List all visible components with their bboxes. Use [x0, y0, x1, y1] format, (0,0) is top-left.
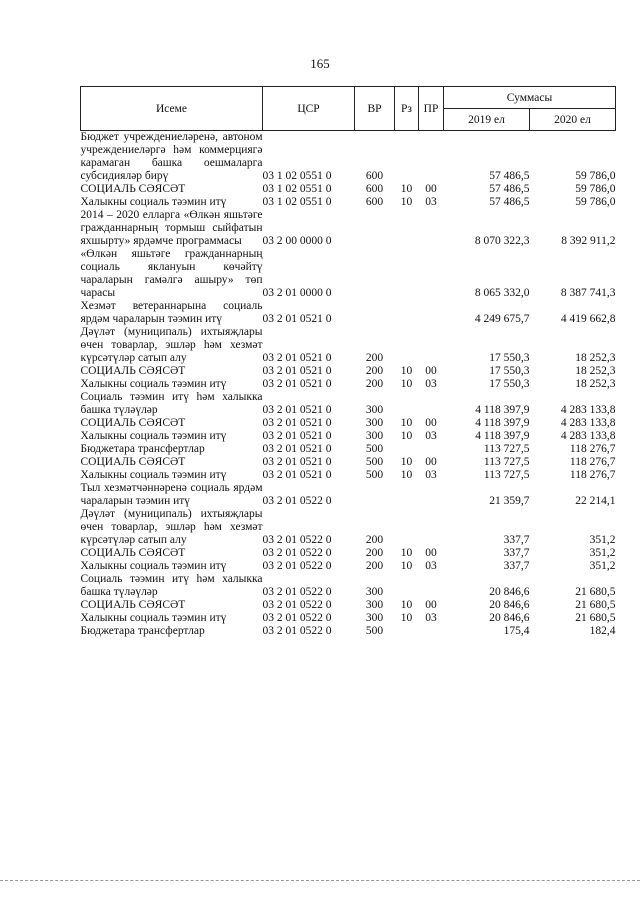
page-number: 165	[310, 56, 330, 71]
row-sum-2019-cell: 4 249 675,7	[474, 313, 530, 325]
row-name-cell: СОЦИАЛЬ СӘЯСӘТ	[80, 547, 186, 559]
row-csr-cell: 03 2 01 0522 0	[262, 599, 332, 611]
row-name-cell: СОЦИАЛЬ СӘЯСӘТ	[80, 183, 186, 195]
row-sum-2020-cell: 4 283 133,8	[560, 430, 616, 442]
row-pr-cell: 00	[425, 365, 437, 377]
row-sum-2020-cell: 18 252,3	[575, 365, 616, 377]
row-vr-cell: 300	[365, 612, 384, 624]
row-rz-cell	[395, 209, 419, 248]
row-sum-2019-cell: 21 359,7	[489, 495, 530, 507]
row-csr-cell: 03 2 01 0522 0	[262, 534, 332, 546]
row-sum-2019-cell: 57 486,5	[489, 196, 530, 208]
row-vr-cell: 500	[365, 625, 384, 637]
row-vr-cell: 500	[365, 443, 384, 455]
table-row	[81, 469, 616, 482]
row-sum-2019-cell: 8 070 322,3	[474, 235, 530, 247]
row-vr-cell: 200	[365, 547, 384, 559]
row-vr-cell: 500	[365, 456, 384, 468]
row-pr-cell	[419, 625, 444, 638]
row-rz-cell	[395, 248, 419, 300]
row-rz-cell	[395, 508, 419, 547]
row-name-cell: СОЦИАЛЬ СӘЯСӘТ	[80, 365, 186, 377]
row-sum-2020-cell: 59 786,0	[575, 170, 616, 182]
row-csr-cell: 03 2 01 0522 0	[262, 586, 332, 598]
header-2019: 2019 ел	[444, 109, 530, 131]
row-pr-cell	[419, 508, 444, 547]
table-row	[81, 326, 616, 365]
row-name-cell: Халыкны социаль тәэмин итү	[80, 612, 227, 624]
row-vr-cell: 600	[365, 196, 384, 208]
row-csr-cell: 03 2 01 0522 0	[262, 495, 332, 507]
row-sum-2019-cell: 20 846,6	[489, 586, 530, 598]
row-sum-2019-cell: 175,4	[503, 625, 530, 637]
row-name-cell: Бюджет учреждениеләренә, автоном учреждениеләргә һәм коммерциягә карамаган башка оешмаларга субсидияләр бирү	[80, 131, 263, 182]
row-sum-2020-cell: 351,2	[589, 547, 616, 559]
row-pr-cell: 00	[425, 599, 437, 611]
row-csr-cell: 03 1 02 0551 0	[262, 170, 332, 182]
budget-table	[80, 86, 616, 638]
row-name-cell: «Өлкән яшьтәге гражданнарның социаль яклануын көчәйтү чараларын гамәлгә ашыру» төп чарасы	[80, 248, 263, 299]
table-row	[81, 300, 616, 326]
row-csr-cell: 03 2 01 0000 0	[262, 287, 332, 299]
table-row	[81, 573, 616, 599]
row-sum-2019-cell: 8 065 332,0	[474, 287, 530, 299]
row-sum-2020-cell: 182,4	[589, 625, 616, 637]
table-row	[81, 456, 616, 469]
row-pr-cell: 00	[425, 417, 437, 429]
row-pr-cell	[419, 573, 444, 599]
row-csr-cell: 03 2 00 0000 0	[262, 235, 332, 247]
row-sum-2019-cell: 113 727,5	[483, 469, 530, 481]
row-sum-2019-cell: 20 846,6	[489, 612, 530, 624]
row-csr-cell: 03 1 02 0551 0	[262, 183, 332, 195]
row-name-cell: Хезмәт ветераннарына социаль ярдәм чараларын тәэмин итү	[80, 300, 263, 325]
header-sums: Суммасы	[444, 87, 616, 109]
row-name-cell: Дәүләт (муниципаль) ихтыяҗлары өчен товарлар, эшләр һәм хезмәт күрсәтүләр сатып алу	[80, 508, 263, 546]
row-sum-2019-cell: 57 486,5	[489, 183, 530, 195]
row-csr-cell: 03 2 01 0522 0	[262, 612, 332, 624]
row-pr-cell: 03	[425, 196, 437, 208]
row-sum-2020-cell: 118 276,7	[569, 456, 616, 468]
row-sum-2019-cell: 57 486,5	[489, 170, 530, 182]
row-vr-cell: 300	[365, 586, 384, 598]
row-sum-2019-cell: 17 550,3	[489, 352, 530, 364]
row-rz-cell	[395, 482, 419, 508]
row-name-cell: Халыкны социаль тәэмин итү	[80, 196, 227, 208]
row-rz-cell	[395, 573, 419, 599]
row-pr-cell	[419, 209, 444, 248]
table-row	[81, 131, 616, 184]
row-csr-cell: 03 2 01 0522 0	[262, 547, 332, 559]
row-vr-cell	[355, 248, 395, 300]
row-name-cell: Социаль тәэмин итү һәм халыкка башка түләүләр	[80, 391, 263, 416]
row-name-cell: Халыкны социаль тәэмин итү	[80, 378, 227, 390]
row-rz-cell: 10	[400, 469, 413, 481]
row-csr-cell: 03 2 01 0521 0	[262, 417, 332, 429]
header-2020: 2020 ел	[530, 109, 616, 131]
row-pr-cell: 00	[425, 183, 437, 195]
table-row	[81, 560, 616, 573]
row-pr-cell: 00	[425, 456, 437, 468]
row-name-cell: Бюджетара трансфертлар	[80, 625, 205, 637]
table-row	[81, 196, 616, 209]
row-pr-cell: 00	[425, 547, 437, 559]
row-csr-cell: 03 2 01 0522 0	[262, 560, 332, 572]
row-csr-cell: 03 2 01 0521 0	[262, 469, 332, 481]
row-sum-2019-cell: 337,7	[503, 547, 530, 559]
row-rz-cell: 10	[400, 183, 413, 195]
row-sum-2019-cell: 4 118 397,9	[475, 430, 530, 442]
row-sum-2020-cell: 351,2	[589, 560, 616, 572]
row-vr-cell: 500	[365, 469, 384, 481]
table-row	[81, 391, 616, 417]
row-csr-cell: 03 2 01 0521 0	[262, 365, 332, 377]
row-csr-cell: 03 2 01 0521 0	[262, 404, 332, 416]
row-sum-2020-cell: 59 786,0	[575, 196, 616, 208]
row-name-cell: Халыкны социаль тәэмин итү	[80, 430, 227, 442]
row-pr-cell	[419, 482, 444, 508]
row-rz-cell	[395, 326, 419, 365]
row-sum-2019-cell: 4 118 397,9	[475, 404, 530, 416]
row-pr-cell	[419, 131, 444, 184]
table-row	[81, 248, 616, 300]
table-row	[81, 625, 616, 638]
row-pr-cell	[419, 248, 444, 300]
row-rz-cell	[395, 391, 419, 417]
row-rz-cell: 10	[400, 430, 413, 442]
row-sum-2020-cell: 4 419 662,8	[560, 313, 616, 325]
row-vr-cell	[355, 300, 395, 326]
row-rz-cell: 10	[400, 456, 413, 468]
row-vr-cell: 300	[365, 417, 384, 429]
row-sum-2020-cell: 4 283 133,8	[560, 404, 616, 416]
row-vr-cell: 300	[365, 430, 384, 442]
row-name-cell: Бюджетара трансфертлар	[80, 443, 205, 455]
row-name-cell: СОЦИАЛЬ СӘЯСӘТ	[80, 599, 186, 611]
row-rz-cell	[395, 625, 419, 638]
row-sum-2019-cell: 337,7	[503, 534, 530, 546]
row-vr-cell: 200	[365, 352, 384, 364]
row-pr-cell: 03	[425, 378, 437, 390]
row-vr-cell: 300	[365, 404, 384, 416]
row-sum-2019-cell: 17 550,3	[489, 365, 530, 377]
row-sum-2020-cell: 21 680,5	[575, 586, 616, 598]
row-sum-2020-cell: 118 276,7	[569, 443, 616, 455]
row-rz-cell: 10	[400, 417, 413, 429]
row-pr-cell: 03	[425, 469, 437, 481]
table-row	[81, 547, 616, 560]
header-csr: ЦСР	[263, 87, 355, 131]
table-row	[81, 378, 616, 391]
row-sum-2020-cell: 21 680,5	[575, 599, 616, 611]
row-rz-cell: 10	[400, 196, 413, 208]
row-sum-2019-cell: 20 846,6	[489, 599, 530, 611]
row-sum-2019-cell: 17 550,3	[489, 378, 530, 390]
row-vr-cell: 200	[365, 560, 384, 572]
row-csr-cell: 03 2 01 0521 0	[262, 352, 332, 364]
row-sum-2020-cell: 8 392 911,2	[561, 235, 616, 247]
row-vr-cell	[355, 209, 395, 248]
row-csr-cell: 03 2 01 0521 0	[262, 430, 332, 442]
row-rz-cell: 10	[400, 560, 413, 572]
row-vr-cell: 200	[365, 534, 384, 546]
header-rz: Рз	[395, 87, 419, 131]
row-vr-cell: 200	[365, 365, 384, 377]
row-pr-cell	[419, 326, 444, 365]
row-csr-cell: 03 1 02 0551 0	[262, 196, 332, 208]
row-sum-2019-cell: 113 727,5	[483, 456, 530, 468]
row-pr-cell	[419, 391, 444, 417]
row-sum-2020-cell: 351,2	[589, 534, 616, 546]
row-sum-2019-cell: 4 118 397,9	[475, 417, 530, 429]
table-row	[81, 443, 616, 456]
table-row	[81, 209, 616, 248]
row-name-cell: СОЦИАЛЬ СӘЯСӘТ	[80, 456, 186, 468]
row-pr-cell: 03	[425, 612, 437, 624]
table-row	[81, 508, 616, 547]
header-name: Исеме	[81, 87, 263, 131]
row-name-cell: Халыкны социаль тәэмин итү	[80, 469, 227, 481]
row-sum-2020-cell: 118 276,7	[569, 469, 616, 481]
row-vr-cell: 300	[365, 599, 384, 611]
row-csr-cell: 03 2 01 0521 0	[262, 456, 332, 468]
header-pr: ПР	[419, 87, 444, 131]
page-footer-rule	[0, 880, 640, 881]
table-body	[81, 131, 616, 639]
row-name-cell: СОЦИАЛЬ СӘЯСӘТ	[80, 417, 186, 429]
row-sum-2020-cell: 22 214,1	[575, 495, 616, 507]
row-sum-2020-cell: 59 786,0	[575, 183, 616, 195]
table-row	[81, 482, 616, 508]
row-name-cell: Социаль тәэмин итү һәм халыкка башка түләүләр	[80, 573, 263, 598]
row-pr-cell	[419, 300, 444, 326]
header-vr: ВР	[355, 87, 395, 131]
table-row	[81, 417, 616, 430]
row-csr-cell: 03 2 01 0522 0	[262, 625, 332, 637]
row-rz-cell	[395, 131, 419, 184]
row-rz-cell: 10	[400, 599, 413, 611]
row-rz-cell: 10	[400, 365, 413, 377]
row-sum-2020-cell: 8 387 741,3	[560, 287, 616, 299]
row-rz-cell: 10	[400, 612, 413, 624]
row-csr-cell: 03 2 01 0521 0	[262, 443, 332, 455]
row-sum-2020-cell: 21 680,5	[575, 612, 616, 624]
row-sum-2020-cell: 4 283 133,8	[560, 417, 616, 429]
row-sum-2020-cell: 18 252,3	[575, 378, 616, 390]
row-pr-cell: 03	[425, 430, 437, 442]
row-rz-cell	[395, 443, 419, 456]
table-row	[81, 365, 616, 378]
row-rz-cell: 10	[400, 378, 413, 390]
table-row	[81, 599, 616, 612]
row-name-cell: Халыкны социаль тәэмин итү	[80, 560, 227, 572]
row-pr-cell: 03	[425, 560, 437, 572]
table-row	[81, 612, 616, 625]
row-name-cell: 2014 – 2020 елларга «Өлкән яшьтәге гражданнарның тормыш сыйфатын яхшырту» ярдәмче программасы	[80, 209, 263, 247]
row-rz-cell: 10	[400, 547, 413, 559]
row-sum-2020-cell: 18 252,3	[575, 352, 616, 364]
row-pr-cell	[419, 443, 444, 456]
row-csr-cell: 03 2 01 0521 0	[262, 378, 332, 390]
row-name-cell: Тыл хезмәтчәннәренә социаль ярдәм чараларын тәэмин итү	[80, 482, 263, 507]
row-csr-cell: 03 2 01 0521 0	[262, 313, 332, 325]
row-vr-cell: 200	[365, 378, 384, 390]
table-row	[81, 183, 616, 196]
row-vr-cell: 600	[365, 170, 384, 182]
row-name-cell: Дәүләт (муниципаль) ихтыяҗлары өчен товарлар, эшләр һәм хезмәт күрсәтүләр сатып алу	[80, 326, 263, 364]
row-vr-cell: 600	[365, 183, 384, 195]
row-sum-2019-cell: 337,7	[503, 560, 530, 572]
table-row	[81, 430, 616, 443]
row-vr-cell	[355, 482, 395, 508]
row-sum-2019-cell: 113 727,5	[483, 443, 530, 455]
row-rz-cell	[395, 300, 419, 326]
